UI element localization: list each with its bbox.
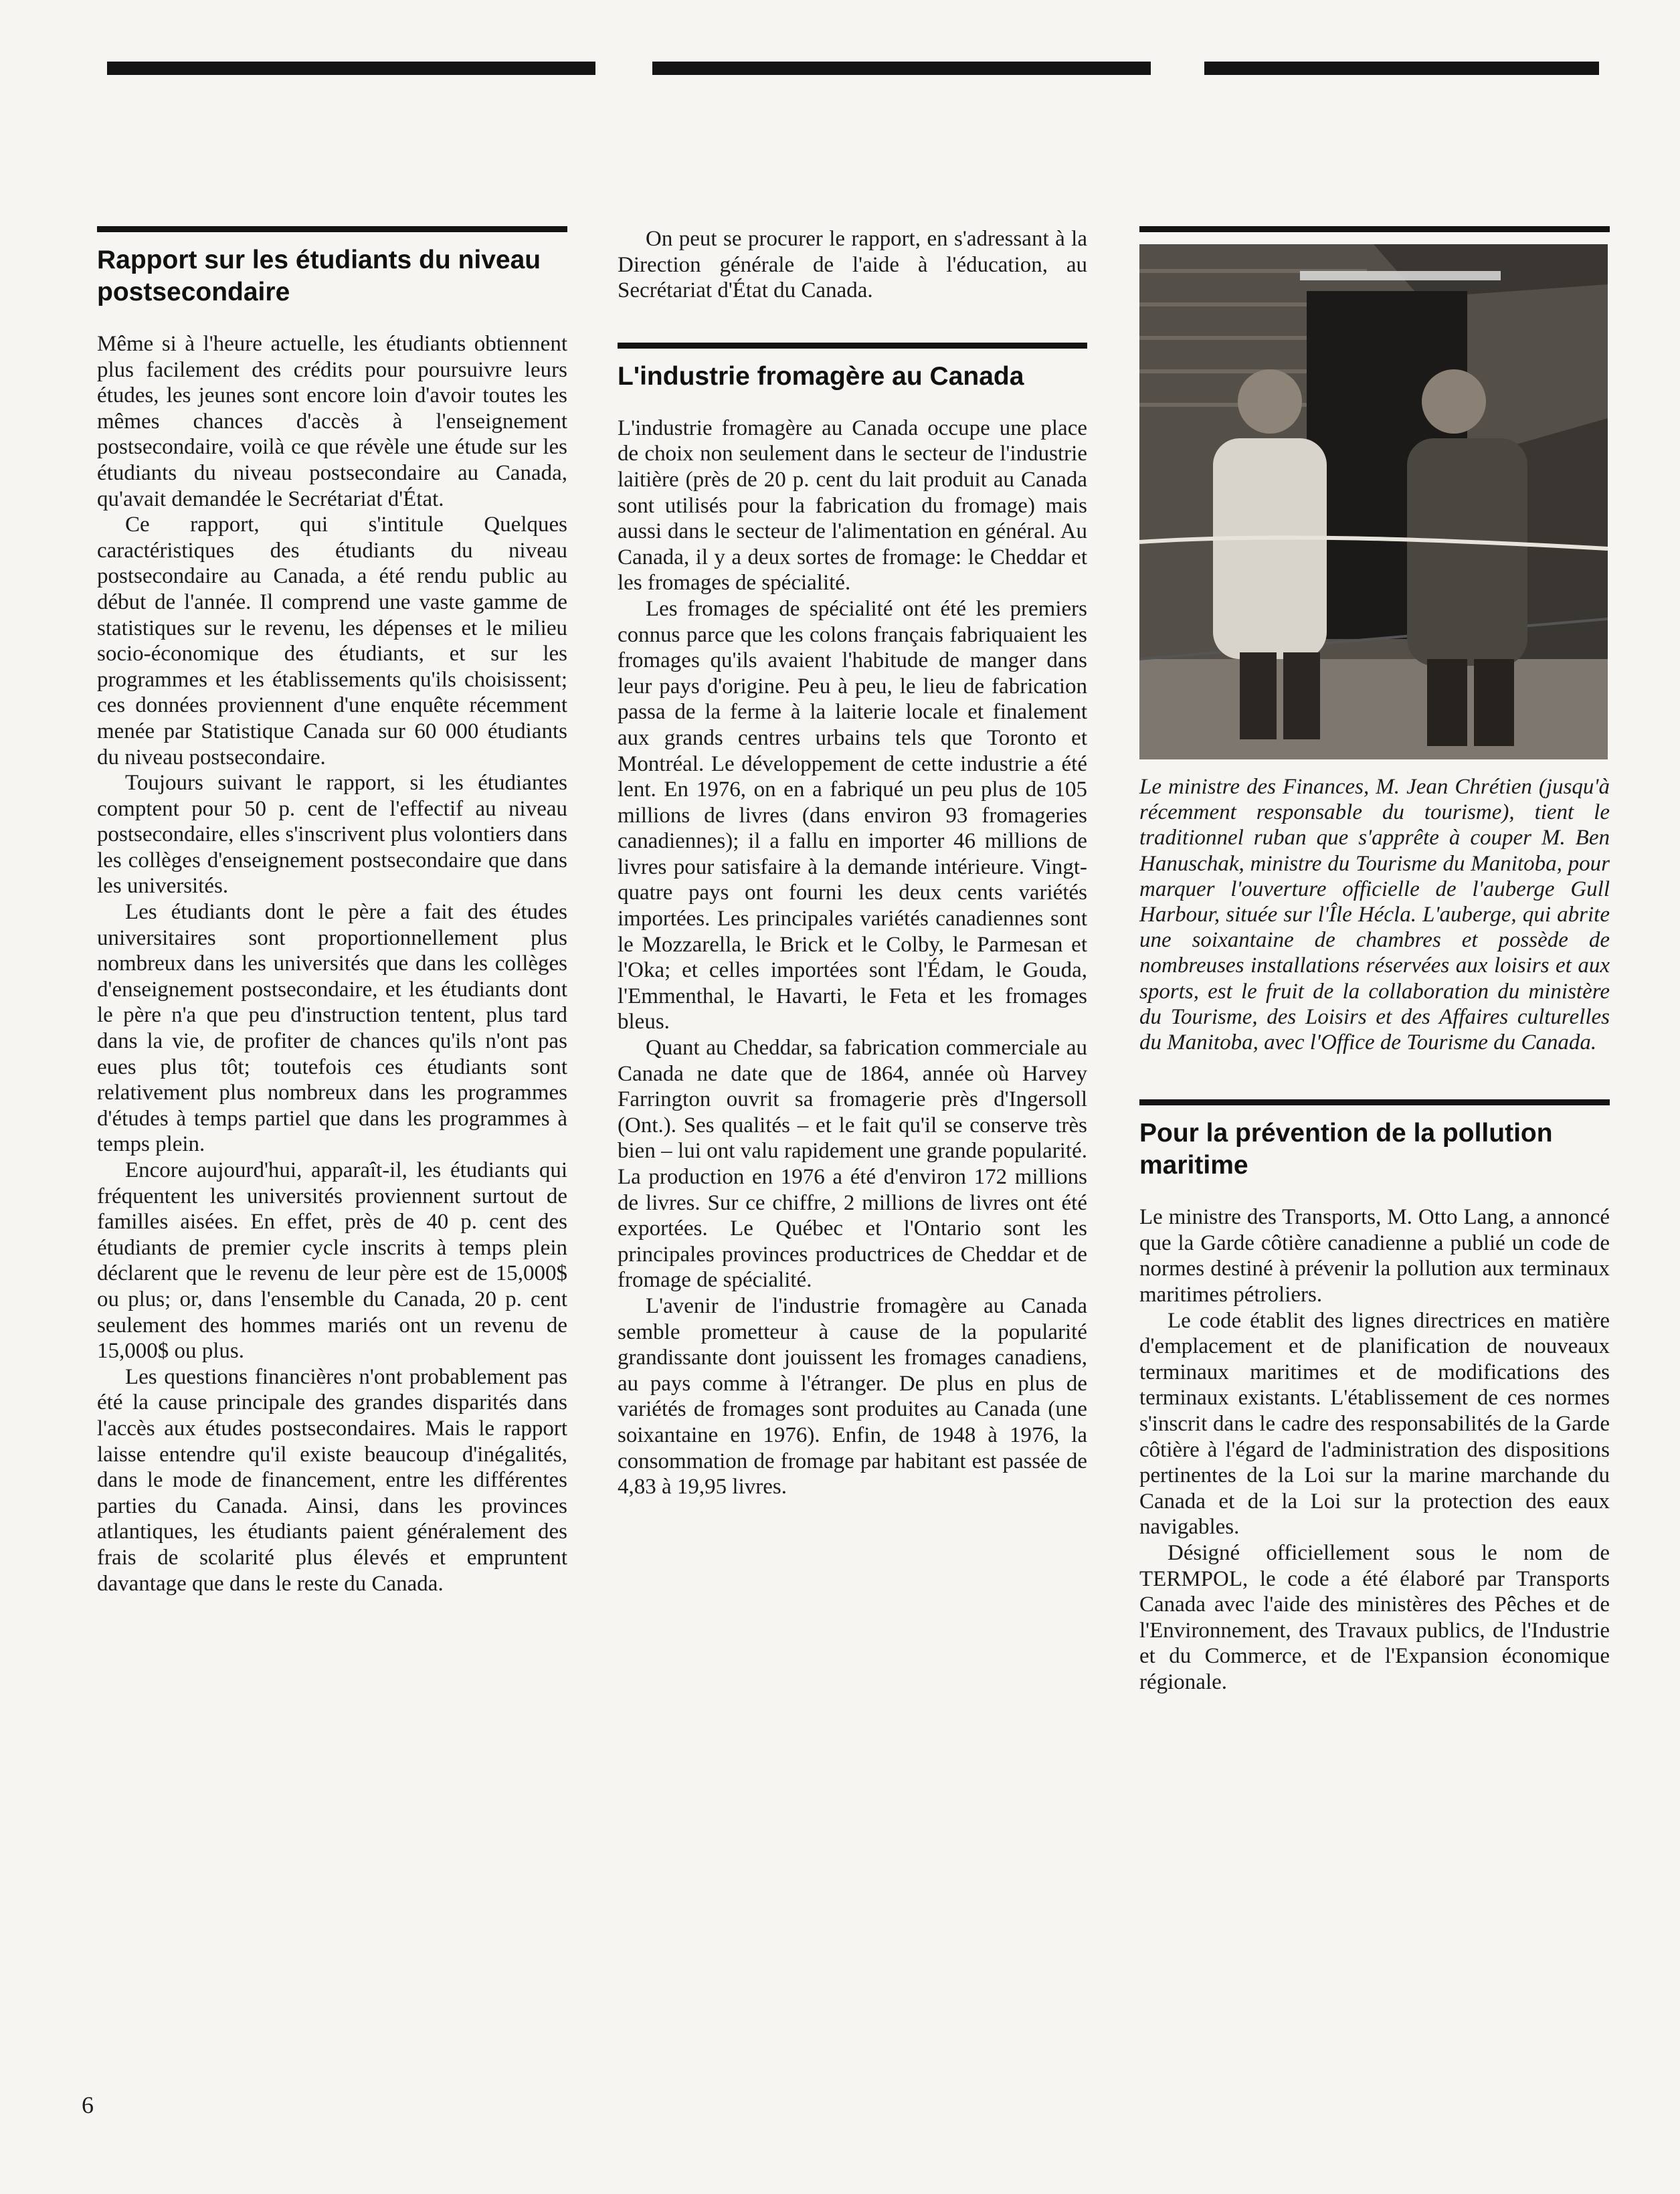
section-rule — [618, 343, 1087, 349]
header-bar-center — [652, 62, 1151, 75]
article-paragraph: Le code établit des lignes directrices en matière d'emplacement et de planification de nouveaux terminaux maritimes et de modifications des terminaux existants. L'établissement de ces normes s'inscrit dans le cadre des responsabilités de la Garde côtière à l'égard de l'administration des dispositions pertinentes de la Loi sur la marine marchande du Canada et de la Loi sur la protection des eaux navigables. — [1139, 1308, 1610, 1540]
article-paragraph: Encore aujourd'hui, apparaît-il, les étudiants qui fréquentent les universités proviennent surtout de familles aisées. En effet, près de 40 p. cent des étudiants de premier cycle inscrits à temps plein déclarent que le revenu de leur père est de 15,000$ ou plus; or, dans l'ensemble du Canada, 20 p. cent seulement des hommes mariés ont un revenu de 15,000$ ou plus. — [97, 1158, 567, 1364]
article-paragraph: Même si à l'heure actuelle, les étudiants obtiennent plus facilement des crédits pour poursuivre leurs études, les jeunes sont encore loin d'avoir toutes les mêmes chances d'accès à l'enseignement postsecondaire, voilà ce que révèle une étude sur les étudiants du niveau postsecondaire au Canada, qu'avait demandée le Secrétariat d'État. — [97, 332, 567, 511]
column-left — [97, 226, 567, 1596]
section-rule — [1139, 1099, 1610, 1105]
article-paragraph: Le ministre des Transports, M. Otto Lang, a annoncé que la Garde côtière canadienne a publié un code de normes destiné à prévenir la pollution aux terminaux maritimes pétroliers. — [1139, 1205, 1610, 1307]
photo-caption: Le ministre des Finances, M. Jean Chrétien (jusqu'à récemment responsable du tourisme), tient le traditionnel ruban que s'apprête à couper M. Ben Hanuschak, ministre du Tourisme du Manitoba, pour marquer l'ouverture officielle de l'auberge Gull Harbour, située sur l'Île Hécla. L'auberge, qui abrite une soixantaine de chambres et possède de nombreuses installations réservées aux loisirs et aux sports, est le fruit de la collaboration du ministère du Tourisme, des Loisirs et des Affaires culturelles du Manitoba, avec l'Office de Tourisme du Canada. — [1139, 775, 1610, 1055]
article-paragraph: Toujours suivant le rapport, si les étudiantes comptent pour 50 p. cent de l'effectif au niveau postsecondaire, elles s'inscrivent plus volontiers dans les collèges d'enseignement postsecondaire que dans les universités. — [97, 771, 567, 899]
article-title-pollution: Pour la prévention de la pollution maritime — [1139, 1119, 1553, 1180]
header-bar-left — [107, 62, 595, 75]
article-title-cheese: L'industrie fromagère au Canada — [618, 361, 1024, 391]
page-number: 6 — [82, 2092, 94, 2118]
article-paragraph: On peut se procurer le rapport, en s'adressant à la Direction générale de l'aide à l'éducation, au Secrétariat d'État du Canada. — [618, 227, 1087, 303]
article-paragraph: Les questions financières n'ont probablement pas été la cause principale des grandes disparités dans l'accès aux études postsecondaires. Mais le rapport laisse entendre qu'il existe beaucoup d'inégalités, dans le mode de financement, entre les différentes parties du Canada. Ainsi, dans les provinces atlantiques, les étudiants paient généralement des frais de scolarité plus élevés et empruntent davantage que dans le reste du Canada. — [97, 1364, 567, 1596]
ribbon-cutting-photo — [1139, 244, 1608, 759]
section-rule — [1139, 226, 1610, 232]
article-paragraph: L'industrie fromagère au Canada occupe une place de choix non seulement dans le secteur de l'industrie laitière (près de 20 p. cent du lait produit au Canada sont utilisés pour la fabrication du fromage) mais aussi dans le secteur de l'alimentation en général. Au Canada, il y a deux sortes de fromage: le Cheddar et les fromages de spécialité. — [618, 416, 1087, 596]
column-center — [618, 226, 1087, 1500]
article-paragraph: Les étudiants dont le père a fait des études universitaires sont proportionnellement plus nombreux dans les universités que dans les collèges d'enseignement postsecondaire, et les étudiants dont le père n'a que peu d'instruction tentent, plus tard dans la vie, de profiter de chances qu'ils n'ont pas eues plus tôt; toutefois ces étudiants sont relativement plus nombreux dans les programmes d'études à temps partiel que dans les programmes à temps plein. — [97, 900, 567, 1157]
article-paragraph: Désigné officiellement sous le nom de TERMPOL, le code a été élaboré par Transports Canada avec l'aide des ministères des Pêches et de l'Environnement, des Travaux publics, de l'Industrie et du Commerce, et de l'Expansion économique régionale. — [1139, 1540, 1610, 1694]
section-rule — [97, 226, 567, 232]
article-title-students: Rapport sur les étudiants du niveau postsecondaire — [97, 246, 541, 306]
header-bar-right — [1204, 62, 1599, 75]
column-right — [1139, 226, 1610, 1696]
article-paragraph: Les fromages de spécialité ont été les premiers connus parce que les colons français fabriquaient les fromages qu'ils avaient l'habitude de manger dans leur pays d'origine. Peu à peu, le lieu de fabrication passa de la ferme à la laiterie locale et finalement aux grands centres urbains tels que Toronto et Montréal. Le développement de cette industrie a été lent. En 1976, on en a fabriqué un peu plus de 105 millions de livres (dans environ 93 fromageries canadiennes); il a fallu en importer 46 millions de livres pour satisfaire à la demande intérieure. Vingt-quatre pays ont fourni les deux cents variétés importées. Les principales variétés canadiennes sont le Mozzarella, le Brick et le Colby, le Parmesan et l'Oka; et celles importées sont l'Édam, le Gouda, l'Emmenthal, le Havarti, le Feta et les fromages bleus. — [618, 596, 1087, 1034]
article-paragraph: L'avenir de l'industrie fromagère au Canada semble prometteur à cause de la popularité grandissante dont jouissent les fromages canadiens, au pays comme à l'étranger. De plus en plus de variétés de fromages sont produites au Canada (une soixantaine en 1976). Enfin, de 1948 à 1976, la consommation de fromage par habitant est passée de 4,83 à 19,95 livres. — [618, 1293, 1087, 1499]
ribbon-cutting-illustration — [1139, 244, 1608, 759]
article-paragraph: Quant au Cheddar, sa fabrication commerciale au Canada ne date que de 1864, année où Harvey Farrington ouvrit sa fromagerie près d'Ingersoll (Ont.). Ses qualités – et le fait qu'il se conserve très bien – lui ont valu rapidement une grande popularité. La production en 1976 a été d'environ 172 millions de livres. Sur ce chiffre, 2 millions de livres ont été exportées. Le Québec et l'Ontario sont les principales provinces productrices de Cheddar et de fromage de spécialité. — [618, 1036, 1087, 1293]
article-paragraph: Ce rapport, qui s'intitule Quelques caractéristiques des étudiants du niveau postsecondaire au Canada, a été rendu public au début de l'année. Il comprend une vaste gamme de statistiques sur le revenu, les dépenses et le milieu socio-économique des étudiants, et sur les programmes et les établissements qu'ils choisissent; ces données proviennent d'une enquête récemment menée par Statistique Canada sur 60 000 étudiants du niveau postsecondaire. — [97, 513, 567, 769]
